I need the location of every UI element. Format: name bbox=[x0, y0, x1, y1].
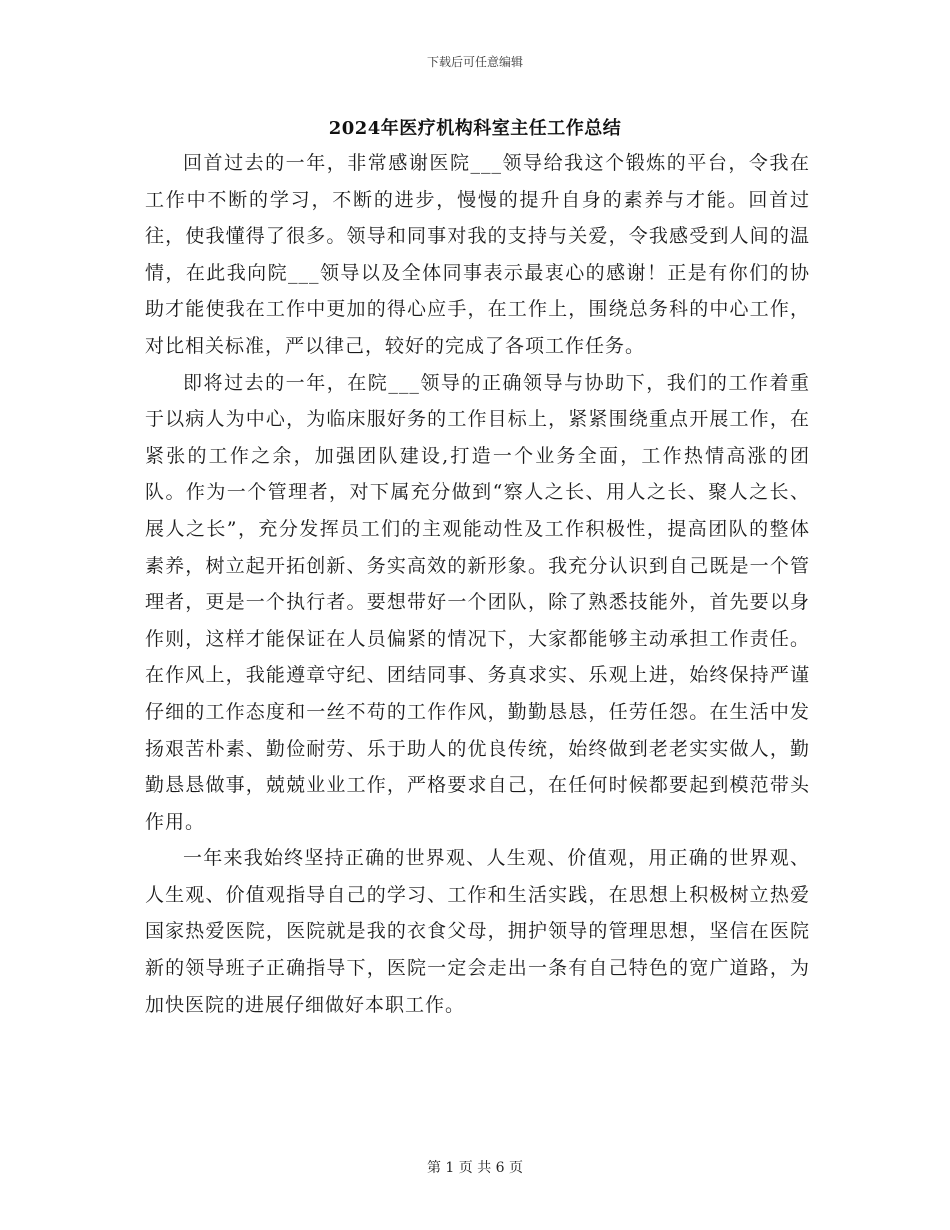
paragraph-2: 即将过去的一年，在院___领导的正确领导与协助下，我们的工作着重于以病人为中心，为临床服好务的工作目标上，紧紧围绕重点开展工作，在紧张的工作之余，加强团队建设,打造一个业务全面，工作热情高涨的团队。作为一个管理者，对下属充分做到“察人之长、用人之长、聚人之长、展人之长”，充分发挥员工们的主观能动性及工作积极性，提高团队的整体素养，树立起开拓创新、务实高效的新形象。我充分认识到自己既是一个管理者，更是一个执行者。要想带好一个团队，除了熟悉技能外，首先要以身作则，这样才能保证在人员偏紧的情况下，大家都能够主动承担工作责任。在作风上，我能遵章守纪、团结同事、务真求实、乐观上进，始终保持严谨仔细的工作态度和一丝不苟的工作作风，勤勤恳恳，任劳任怨。在生活中发扬艰苦朴素、勤俭耐劳、乐于助人的优良传统，始终做到老老实实做人，勤勤恳恳做事，兢兢业业工作，严格要求自己，在任何时候都要起到模范带头作用。 bbox=[145, 371, 810, 833]
paragraph-3: 一年来我始终坚持正确的世界观、人生观、价值观，用正确的世界观、人生观、价值观指导自己的学习、工作和生活实践，在思想上积极树立热爱国家热爱医院，医院就是我的衣食父母，拥护领导的管理思想，坚信在医院新的领导班子正确指导下，医院一定会走出一条有自己特色的宽广道路，为加快医院的进展仔细做好本职工作。 bbox=[145, 847, 810, 1016]
document-title: 2024年医疗机构科室主任工作总结 bbox=[328, 118, 622, 139]
document-body bbox=[145, 145, 810, 1023]
page-number: 第 1 页 共 6 页 bbox=[426, 1160, 524, 1176]
header-note: 下载后可任意编辑 bbox=[426, 55, 523, 69]
paragraph-1: 回首过去的一年，非常感谢医院___领导给我这个锻炼的平台，令我在工作中不断的学习，不断的进步，慢慢的提升自身的素养与才能。回首过往，使我懂得了很多。领导和同事对我的支持与关爱，令我感受到人间的温情，在此我向院___领导以及全体同事表示最衷心的感谢！正是有你们的协助才能使我在工作中更加的得心应手，在工作上，围绕总务科的中心工作，对比相关标准，严以律己，较好的完成了各项工作任务。 bbox=[145, 152, 810, 357]
